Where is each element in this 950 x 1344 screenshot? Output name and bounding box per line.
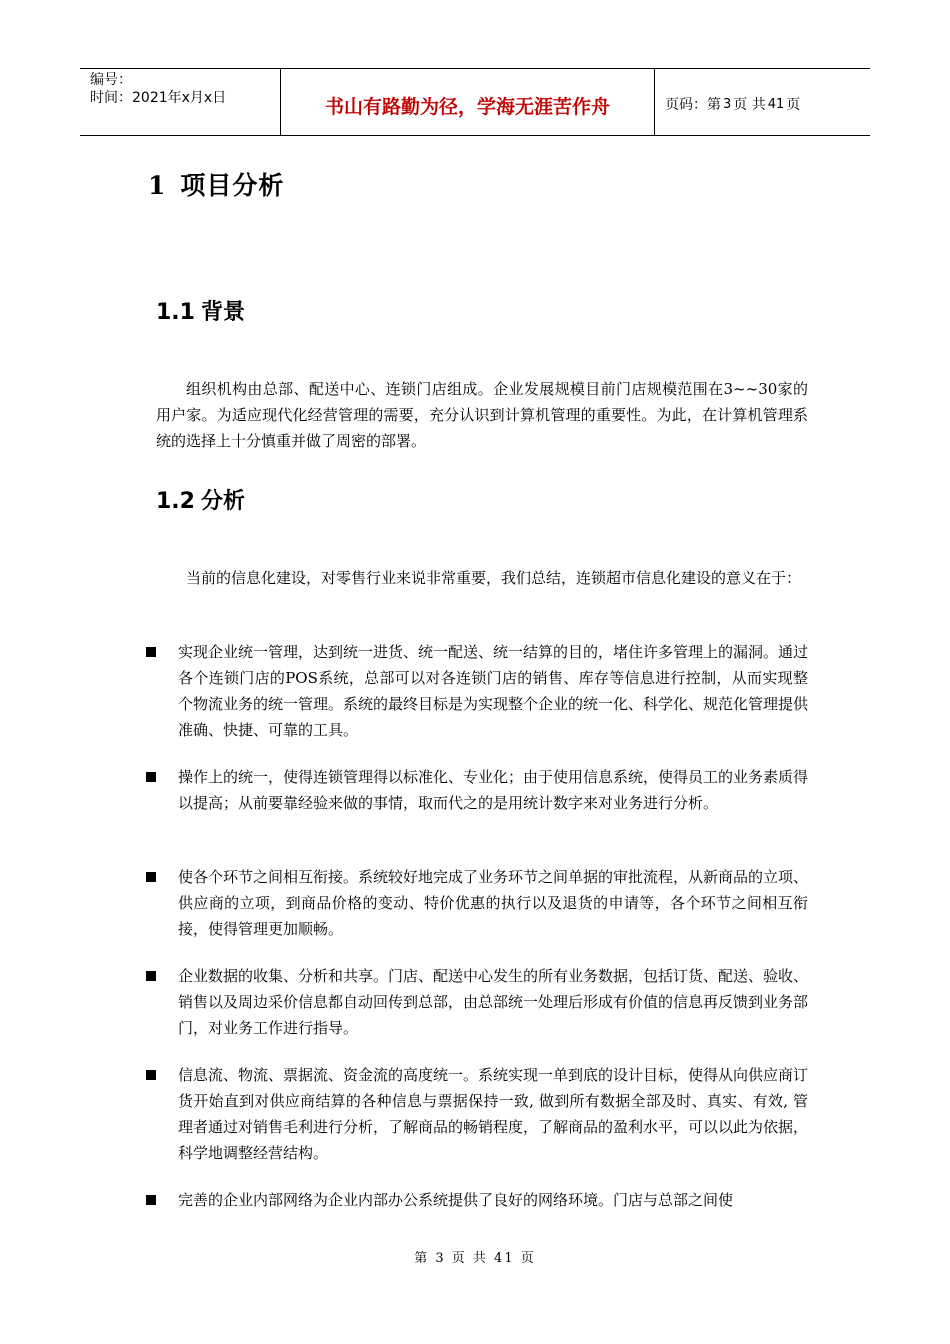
section-2-number: 1.2 (156, 489, 195, 514)
page-suffix: 页 (786, 97, 801, 113)
section-2-paragraph: 当前的信息化建设，对零售行业来说非常重要，我们总结，连锁超市信息化建设的意义在于： (186, 569, 802, 587)
chapter-heading (148, 166, 284, 202)
page-mid: 页 共 (733, 97, 766, 113)
list-item-text: 使各个环节之间相互衔接。系统较好地完成了业务环节之间单据的审批流程，从新商品的立项、供应商的立项，到商品价格的变动、特价优惠的执行以及退货的申请等，各个环节之间相互衔接，使得管理更加顺畅。 (178, 868, 809, 938)
time-label: 时间：2021年x月x日 (90, 90, 227, 106)
list-item (146, 963, 808, 1041)
chapter-number: 1 (148, 171, 167, 200)
list-item (146, 1187, 808, 1213)
list-item-text: 操作上的统一，使得连锁管理得以标准化、专业化；由于使用信息系统，使得员工的业务素质得以提高；从前要靠经验来做的事情，取而代之的是用统计数字来对业务进行分析。 (178, 768, 809, 812)
section-1-title: 背景 (200, 300, 245, 325)
chapter-title: 项目分析 (180, 171, 285, 200)
list-item-text: 实现企业统一管理，达到统一进货、统一配送、统一结算的目的，堵住许多管理上的漏洞。通过各个连锁门店的POS系统，总部可以对各连锁门店的销售、库存等信息进行控制，从而实现整个物流业务的统一管理。系统的最终目标是为实现整个企业的统一化、科学化、规范化管理提供准确、快捷、可靠的工具。 (178, 643, 809, 739)
header-meta-cell (80, 69, 281, 135)
bullet-square-icon (146, 1195, 156, 1205)
header-motto-cell (281, 69, 655, 135)
section-2-title: 分析 (200, 489, 245, 514)
list-item-text: 企业数据的收集、分析和共享。门店、配送中心发生的所有业务数据，包括订货、配送、验收、销售以及周边采价信息都自动回传到总部，由总部统一处理后形成有价值的信息再反馈到业务部门，对业务工作进行指导。 (178, 967, 809, 1037)
section-1-paragraph: 组织机构由总部、配送中心、连锁门店组成。企业发展规模目前门店规模范围在3~~30家的用户家。为适应现代化经营管理的需要，充分认识到计算机管理的重要性。为此，在计算机管理系统的选择上十分慎重并做了周密的部署。 (156, 380, 808, 450)
section-1-heading (156, 295, 245, 326)
section-1-number: 1.1 (156, 300, 195, 325)
bullet-square-icon (146, 872, 156, 882)
list-item (146, 864, 808, 942)
list-item (146, 639, 808, 743)
list-item-text: 完善的企业内部网络为企业内部办公系统提供了良好的网络环境。门店与总部之间使 (178, 1191, 734, 1209)
bullet-square-icon (146, 1070, 156, 1080)
list-item (146, 764, 808, 816)
bullet-square-icon (146, 772, 156, 782)
page-prefix: 页码：第 (665, 97, 721, 113)
section-2-heading (156, 484, 245, 515)
bullet-square-icon (146, 647, 156, 657)
header-page-cell (655, 69, 870, 135)
bullet-square-icon (146, 971, 156, 981)
page-header (80, 68, 870, 136)
header-motto: 书山有路勤为径，学海无涯苦作舟 (324, 95, 610, 118)
doc-number-label: 编号： (90, 72, 132, 88)
list-item-text: 信息流、物流、票据流、资金流的高度统一。系统实现一单到底的设计目标，使得从向供应商订货开始直到对供应商结算的各种信息与票据保持一致, 做到所有数据全部及时、真实、有效, 管理者通过对销售毛利进行分析，了解商品的畅销程度，了解商品的盈利水平，可以以此为依据，科学地调整经营结构。 (178, 1066, 809, 1162)
list-item (146, 1062, 808, 1166)
page-footer: 第 3 页 共 41 页 (414, 1251, 536, 1266)
page-current: 3 (723, 96, 732, 112)
page-total: 41 (767, 96, 785, 112)
